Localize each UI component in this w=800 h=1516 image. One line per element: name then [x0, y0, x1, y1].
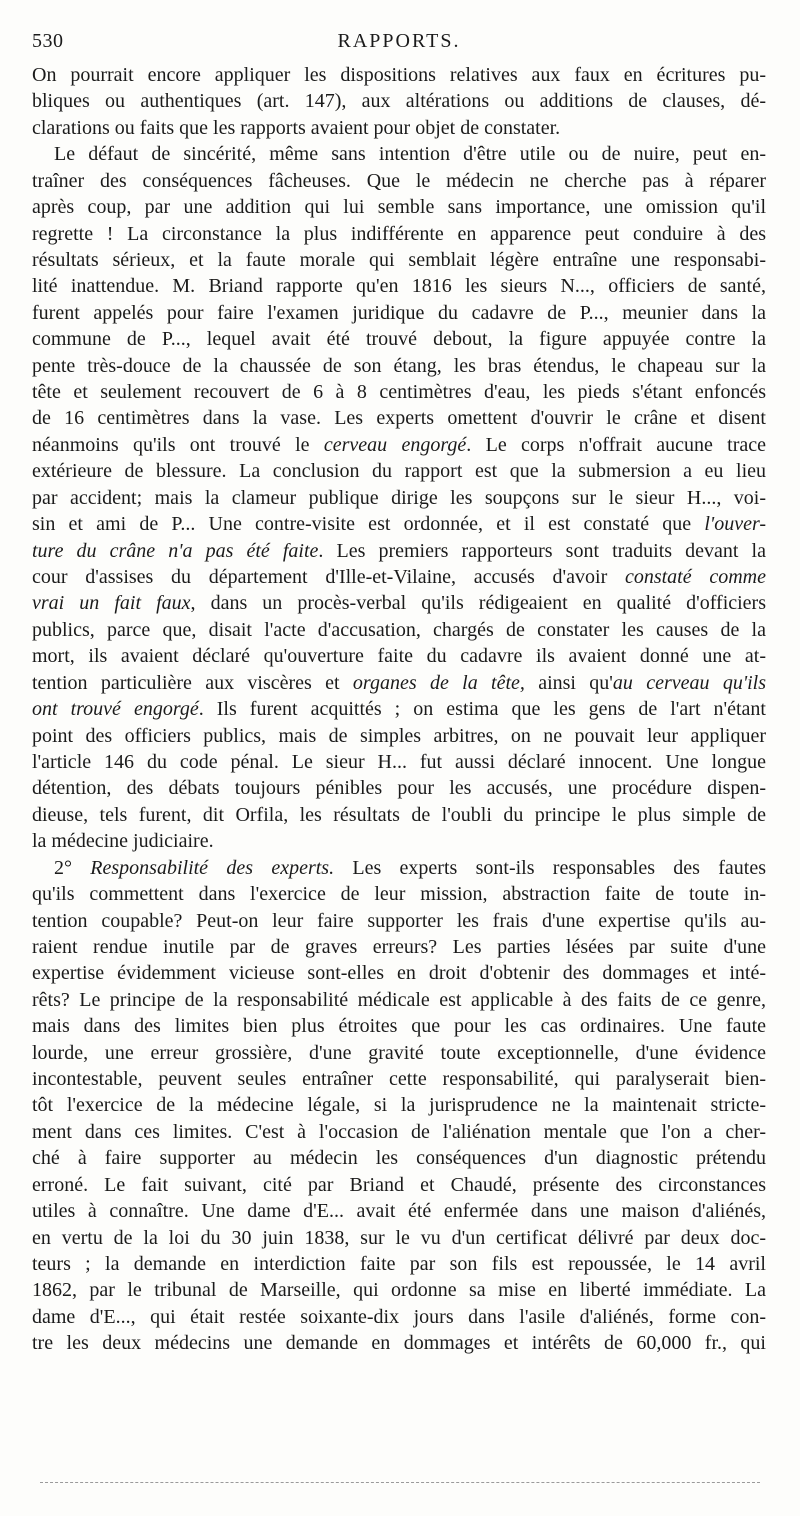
text-line: ché à faire supporter au médecin les conséquences d'un diagnostic prétendu — [32, 1147, 766, 1170]
text-line: tôt l'exercice de la médecine légale, si la jurisprudence ne la maintenait stricte- — [32, 1094, 766, 1117]
italic-phrase: vrai un fait faux — [32, 592, 191, 615]
text-line: mais dans des limites bien plus étroites que pour les cas ordinaires. Une faute — [32, 1015, 766, 1038]
text-line: cour d'assises du département d'Ille-et-Vilaine, accusés d'avoir constaté comme — [32, 566, 766, 589]
text-line: qu'ils commettent dans l'exercice de leur mission, abstraction faite de toute in- — [32, 883, 766, 906]
text-line: regrette ! La circonstance la plus indifférente en apparence peut conduire à des — [32, 222, 766, 245]
text-line: tête et seulement recouvert de 6 à 8 centimètres d'eau, les pieds s'étant enfoncés — [32, 381, 766, 404]
page-number: 530 — [32, 30, 64, 52]
page-header — [32, 30, 766, 60]
text-line: teurs ; la demande en interdiction faite par son fils est repoussée, le 14 avril — [32, 1252, 766, 1275]
italic-phrase: organes de la tête, — [352, 671, 525, 694]
text-line: extérieure de blessure. La conclusion du rapport est que la submersion a eu lieu — [32, 460, 766, 483]
text-line: néanmoins qu'ils ont trouvé le cerveau engorgé. Le corps n'offrait aucune trace — [32, 433, 766, 456]
text-line: par accident; mais la clameur publique dirige les soupçons sur le sieur H..., voi- — [32, 486, 766, 509]
text-line: résultats sérieux, et la faute morale qui semblait légère entraîne une responsabi- — [32, 248, 766, 271]
text-line: traîner des conséquences fâcheuses. Que le médecin ne cherche pas à réparer — [32, 169, 766, 192]
text-line: sin et ami de P... Une contre-visite est ordonnée, et il est constaté que l'ouver- — [32, 513, 766, 536]
text-line: expertise évidemment vicieuse sont-elles en droit d'obtenir des dommages et inté- — [32, 962, 766, 985]
text-line: dame d'E..., qui était restée soixante-dix jours dans l'asile d'aliénés, forme con- — [32, 1305, 766, 1328]
text-line: commune de P..., lequel avait été trouvé debout, la figure appuyée contre la — [32, 328, 766, 351]
text-line: vrai un fait faux, dans un procès-verbal qu'ils rédigeaient en qualité d'officiers — [32, 592, 766, 615]
text-line: Le défaut de sincérité, même sans intention d'être utile ou de nuire, peut en- — [54, 143, 766, 166]
text-line: raient rendue inutile par de graves erreurs? Les parties lésées par suite d'une — [32, 935, 766, 958]
text-line: ont trouvé engorgé. Ils furent acquittés ; on estima que les gens de l'art n'étant — [32, 698, 766, 721]
text-line: ture du crâne n'a pas été faite. Les premiers rapporteurs sont traduits devant la — [32, 539, 766, 562]
text-line: lourde, une erreur grossière, d'une gravité toute exceptionnelle, d'une évidence — [32, 1041, 766, 1064]
text-line: détention, des débats toujours pénibles pour les accusés, une procédure dispen- — [32, 777, 766, 800]
text-line: rêts? Le principe de la responsabilité médicale est applicable à des faits de ce genre, — [32, 988, 766, 1011]
text-line: tention particulière aux viscères et organes de la tête, ainsi qu'au cerveau qu'ils — [32, 671, 766, 694]
text-line: bliques ou authentiques (art. 147), aux altérations ou additions de clauses, dé- — [32, 90, 766, 113]
text-line: publics, parce que, disait l'acte d'accusation, chargés de constater les causes de la — [32, 618, 766, 641]
italic-phrase: au cerveau qu'ils — [612, 671, 766, 694]
body-text — [32, 62, 766, 1357]
section-heading-line: 2° Responsabilité des experts. Les experts sont-ils responsables des fautes — [54, 856, 766, 879]
text-line: la médecine judiciaire. — [32, 830, 214, 853]
text-line: incontestable, peuvent seules entraîner cette responsabilité, qui paralyserait bien- — [32, 1068, 766, 1091]
text-line: furent appelés pour faire l'examen juridique du cadavre de P..., meunier dans la — [32, 301, 766, 324]
footer-rule — [40, 1482, 760, 1483]
text-line: après coup, par une addition qui lui semble sans importance, une omission qu'il — [32, 196, 766, 219]
text-line: On pourrait encore appliquer les dispositions relatives aux faux en écritures pu- — [32, 64, 766, 86]
text-line: l'article 146 du code pénal. Le sieur H... fut aussi déclaré innocent. Une longue — [32, 750, 766, 773]
text-line: en vertu de la loi du 30 juin 1838, sur le vu d'un certificat délivré par deux doc- — [32, 1226, 766, 1249]
italic-phrase: cerveau engorgé — [323, 433, 467, 456]
text-line: utiles à connaître. Une dame d'E... avait été enfermée dans une maison d'aliénés, — [32, 1200, 766, 1223]
text-line: pente très-douce de la chaussée de son étang, les bras étendus, le chapeau sur la — [32, 354, 766, 377]
text-line: tre les deux médecins une demande en dommages et intérêts de 60,000 fr., qui — [32, 1332, 766, 1355]
text-line: point des officiers publics, mais de simples arbitres, on ne pouvait leur appliquer — [32, 724, 766, 747]
text-line: lité inattendue. M. Briand rapporte qu'en 1816 les sieurs N..., officiers de santé, — [32, 275, 766, 298]
italic-phrase: constaté comme — [624, 566, 766, 589]
italic-phrase: ture du crâne n'a pas été faite — [32, 539, 319, 562]
text-line: tention coupable? Peut-on leur faire supporter les frais d'une expertise qu'ils au- — [32, 909, 766, 932]
text-line: mort, ils avaient déclaré qu'ouverture faite du cadavre ils avaient donné une at- — [32, 645, 766, 668]
section-title: Responsabilité des experts. — [90, 856, 335, 879]
italic-phrase: l'ouver- — [704, 513, 766, 536]
text-line: 1862, par le tribunal de Marseille, qui ordonne sa mise en liberté immédiate. La — [32, 1279, 766, 1302]
text-line: erroné. Le fait suivant, cité par Briand et Chaudé, présente des circonstances — [32, 1173, 766, 1196]
text-line: ment dans ces limites. C'est à l'occasion de l'aliénation mentale que l'on a cher- — [32, 1120, 766, 1143]
text-line: dieuse, tels furent, dit Orfila, les résultats de l'oubli du principe le plus simple de — [32, 803, 766, 826]
running-head: RAPPORTS. — [337, 30, 461, 52]
text-line: clarations ou faits que les rapports avaient pour objet de constater. — [32, 116, 561, 139]
text-line: de 16 centimètres dans la vase. Les experts omettent d'ouvrir le crâne et disent — [32, 407, 766, 430]
italic-phrase: ont trouvé engorgé — [32, 698, 199, 721]
